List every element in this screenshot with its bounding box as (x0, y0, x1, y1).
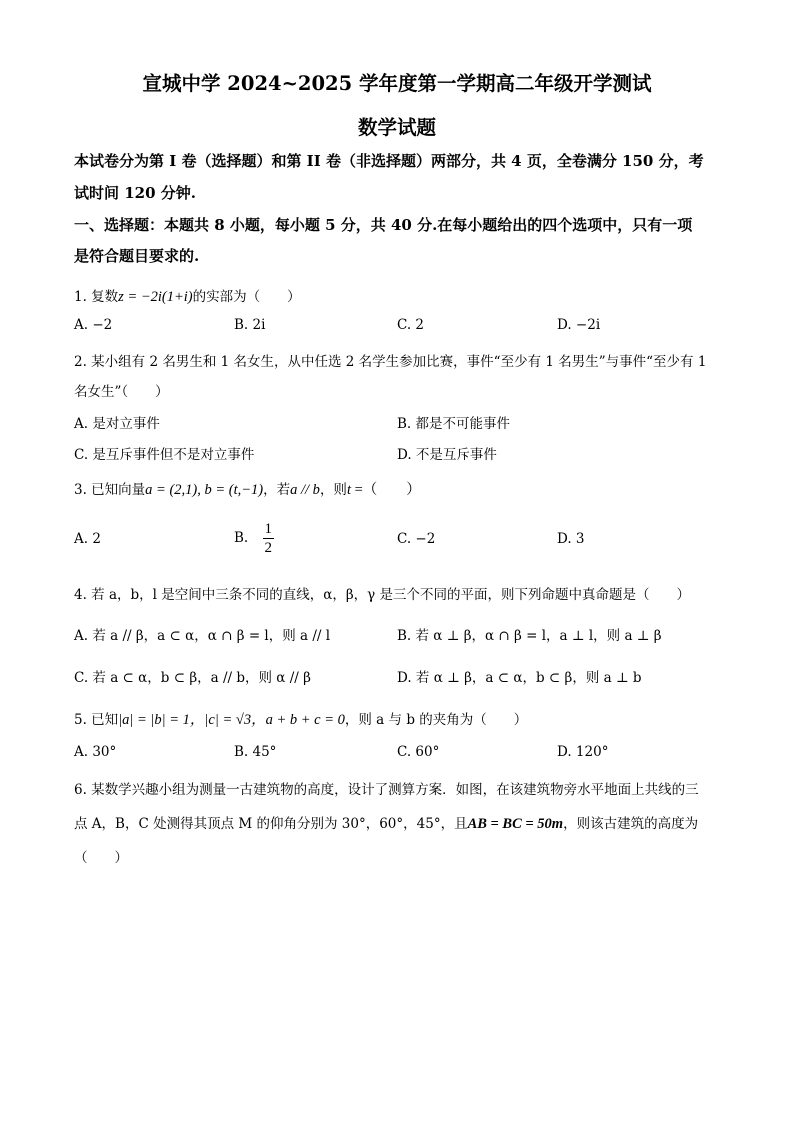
question-1-stem (74, 285, 301, 306)
question-1-suffix: 的实部为（ ） (192, 289, 301, 305)
intro-line-2: 试时间 120 分钟. (74, 184, 196, 202)
question-4-option-d[interactable]: D. 若 α ⊥ β，a ⊂ α，b ⊂ β，则 a ⊥ b (397, 670, 642, 686)
fraction-numerator: 1 (264, 521, 273, 537)
question-2-option-c[interactable]: C. 是互斥事件但不是对立事件 (74, 447, 255, 463)
question-1-option-c[interactable]: C. 2 (397, 317, 425, 333)
question-5-option-d[interactable]: D. 120° (557, 744, 609, 760)
question-5-stem (74, 708, 527, 729)
question-5-option-b[interactable]: B. 45° (234, 744, 277, 760)
question-2-option-b[interactable]: B. 都是不可能事件 (397, 416, 511, 432)
exam-subtitle: 数学试题 (357, 116, 436, 139)
question-5-option-a[interactable]: A. 30° (74, 744, 117, 760)
question-4-option-c[interactable]: C. 若 a ⊂ α，b ⊂ β，a // b，则 α // β (74, 670, 311, 686)
question-6-line-2-prefix: 点 A，B，C 处测得其顶点 M 的仰角分别为 30°，60°，45°，且 (74, 816, 468, 832)
question-1-option-b[interactable]: B. 2i (234, 317, 266, 333)
question-3-formula: a = (2,1), b = (t,−1) (145, 482, 264, 498)
question-1-formula: z = −2i(1+i) (118, 289, 193, 305)
question-2-stem-line-1: 2. 某小组有 2 名男生和 1 名女生，从中任选 2 名学生参加比赛，事件“至少有 1 名男生”与事件“至少有 1 (74, 354, 707, 370)
question-3-option-b-fraction (263, 520, 275, 557)
question-4-option-a[interactable]: A. 若 a // β，a ⊂ α，α ∩ β = l，则 a // l (74, 628, 331, 644)
question-2-option-d[interactable]: D. 不是互斥事件 (397, 447, 497, 463)
question-3-option-d[interactable]: D. 3 (557, 531, 585, 547)
question-5-option-c[interactable]: C. 60° (397, 744, 440, 760)
question-4-option-b[interactable]: B. 若 α ⊥ β，α ∩ β = l，a ⊥ l，则 a ⊥ β (397, 628, 662, 644)
question-3-then: ，则 (319, 482, 347, 498)
question-6-stem-line-1: 6. 某数学兴趣小组为测量一古建筑物的高度，设计了测算方案．如图，在该建筑物旁水平地面上共线的三 (74, 782, 699, 798)
question-4-stem: 4. 若 a，b，l 是空间中三条不同的直线，α，β，γ 是三个不同的平面，则下列命题中真命题是（ ） (74, 587, 691, 603)
question-3-option-b-label: B. (234, 530, 249, 546)
question-3-suffix: =（ ） (350, 482, 421, 498)
question-6-line-2-suffix: ，则该古建筑的高度为 (563, 816, 699, 832)
question-6-stem-line-2 (74, 812, 698, 833)
question-3-stem (74, 478, 421, 499)
question-5-suffix: ，则 a 与 b 的夹角为（ ） (344, 712, 528, 728)
section-heading-line-1: 一、选择题：本题共 8 小题，每小题 5 分，共 40 分.在每小题给出的四个选项中，只有一项 (74, 216, 693, 234)
exam-title: 宣城中学 2024~2025 学年度第一学期高二年级开学测试 (142, 72, 652, 95)
question-5-prefix: 5. 已知 (74, 712, 119, 728)
question-3-option-b[interactable] (234, 520, 274, 557)
question-2-option-a[interactable]: A. 是对立事件 (74, 416, 160, 432)
question-2-stem-line-2: 名女生”（ ） (74, 384, 169, 400)
question-3-mid: ，若 (263, 482, 291, 498)
question-3-option-a[interactable]: A. 2 (74, 531, 101, 547)
intro-line-1: 本试卷分为第 I 卷（选择题）和第 II 卷（非选择题）两部分，共 4 页，全卷满分 150 分，考 (74, 152, 704, 170)
question-1-prefix: 1. 复数 (74, 289, 119, 305)
question-3-prefix: 3. 已知向量 (74, 482, 146, 498)
question-3-variable: t (346, 482, 351, 498)
question-6-formula: AB = BC = 50m (467, 816, 564, 832)
question-5-formula: |a| = |b| = 1，|c| = √3，a + b + c = 0 (118, 712, 345, 728)
question-3-condition: a // b (290, 482, 320, 498)
question-1-option-a[interactable]: A. −2 (74, 317, 113, 333)
fraction-denominator: 2 (264, 540, 273, 556)
section-heading-line-2: 是符合题目要求的. (74, 247, 200, 265)
question-6-stem-line-3: （ ） (74, 850, 128, 866)
question-1-option-d[interactable]: D. −2i (557, 317, 601, 333)
question-3-option-c[interactable]: C. −2 (397, 531, 436, 547)
